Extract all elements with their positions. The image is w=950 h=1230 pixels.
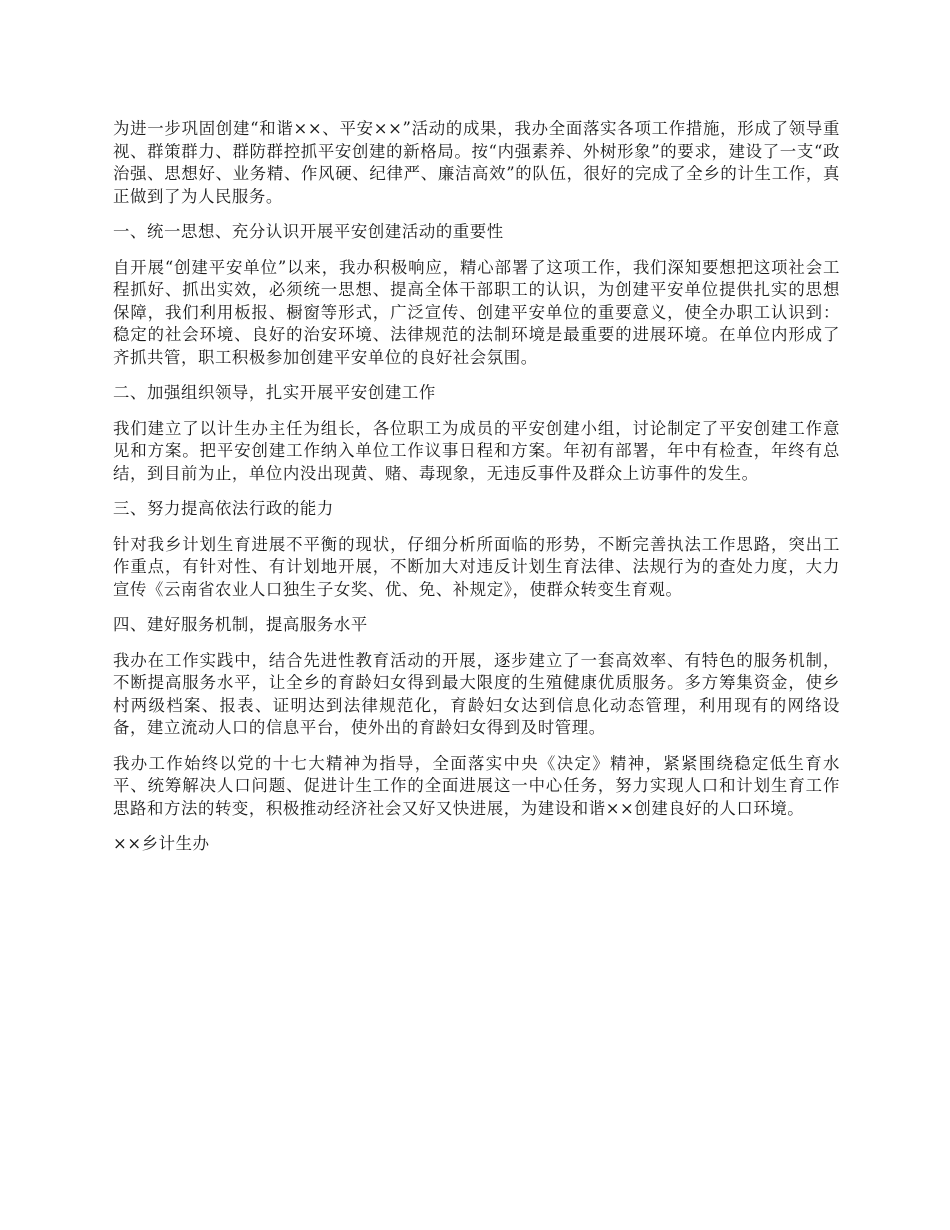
section-2-heading: 二、加强组织领导，扎实开展平安创建工作 <box>113 383 436 402</box>
section-4-heading: 四、建好服务机制，提高服务水平 <box>113 615 368 634</box>
closing-paragraph: 我办工作始终以党的十七大精神为指导，全面落实中央《决定》精神，紧紧围绕稳定低生育水平、统筹解决人口问题、促进计生工作的全面进展这一中心任务，努力实现人口和计划生育工作思路和方法的转变，积极推动经济社会又好又快进展，为建设和谐××创建良好的人口环境。 <box>113 753 840 818</box>
section-4-body: 我办在工作实践中，结合先进性教育活动的开展，逐步建立了一套高效率、有特色的服务机制，不断提高服务水平，让全乡的育龄妇女得到最大限度的生殖健康优质服务。多方筹集资金，使乡村两级档案、报表、证明达到法律规范化，育龄妇女达到信息化动态管理，利用现有的网络设备，建立流动人口的信息平台，使外出的育龄妇女得到及时管理。 <box>113 650 840 737</box>
section-1-heading: 一、统一思想、充分认识开展平安创建活动的重要性 <box>113 222 504 241</box>
section-3-heading: 三、努力提高依法行政的能力 <box>113 499 334 518</box>
signature: ××乡计生办 <box>113 834 210 853</box>
intro-paragraph: 为进一步巩固创建“和谐××、平安××”活动的成果，我办全面落实各项工作措施，形成了领导重视、群策群力、群防群控抓平安创建的新格局。按“内强素养、外树形象”的要求，建设了一支“政治强、思想好、业务精、作风硬、纪律严、廉洁高效”的队伍，很好的完成了全乡的计生工作，真正做到了为人民服务。 <box>113 119 840 206</box>
section-1-body: 自开展“创建平安单位”以来，我办积极响应，精心部署了这项工作，我们深知要想把这项社会工程抓好、抓出实效，必须统一思想、提高全体干部职工的认识，为创建平安单位提供扎实的思想保障，我们利用板报、橱窗等形式，广泛宣传、创建平安单位的重要意义，使全办职工认识到：稳定的社会环境、良好的治安环境、法律规范的法制环境是最重要的进展环境。在单位内形成了齐抓共管，职工积极参加创建平安单位的良好社会氛围。 <box>113 257 840 367</box>
section-2-body: 我们建立了以计生办主任为组长，各位职工为成员的平安创建小组，讨论制定了平安创建工作意见和方案。把平安创建工作纳入单位工作议事日程和方案。年初有部署，年中有检查，年终有总结，到目前为止，单位内没出现黄、赌、毒现象，无违反事件及群众上访事件的发生。 <box>113 418 840 483</box>
document-body <box>113 118 840 856</box>
section-3-body: 针对我乡计划生育进展不平衡的现状，仔细分析所面临的形势，不断完善执法工作思路，突出工作重点，有针对性、有计划地开展，不断加大对违反计划生育法律、法规行为的查处力度，大力宣传《云南省农业人口独生子女奖、优、免、补规定》，使群众转变生育观。 <box>113 534 840 599</box>
